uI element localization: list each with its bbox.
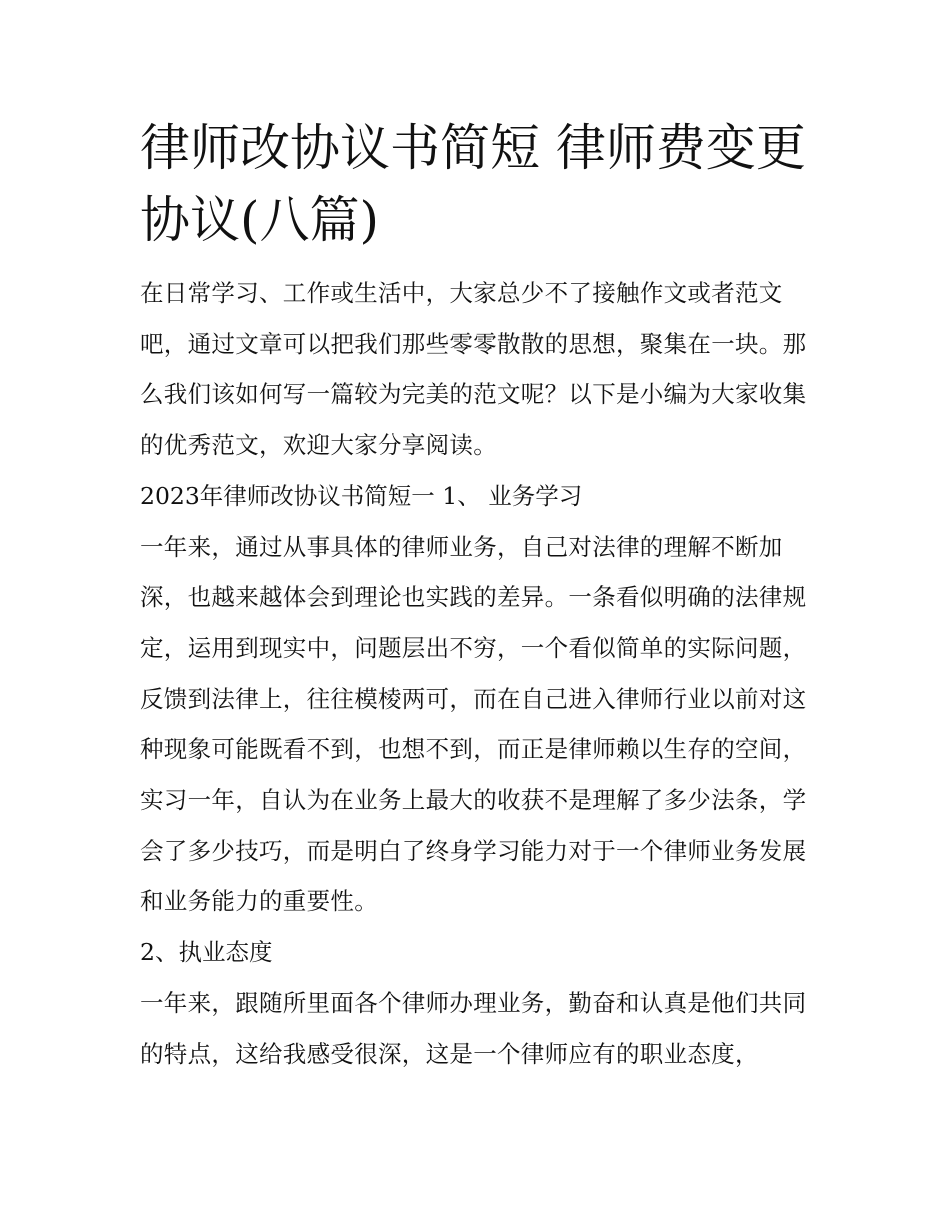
document-content: [140, 112, 820, 1079]
section-2-heading: 2、执业态度: [140, 938, 273, 967]
section-1-heading: 2023年律师改协议书简短一 1、 业务学习: [140, 481, 583, 510]
document-title: 律师改协议书简短 律师费变更协议(八篇): [140, 119, 806, 249]
section-1-body: 一年来，通过从事具体的律师业务，自己对法律的理解不断加深，也越来越体会到理论也实践的差异。一条看似明确的法律规定，运用到现实中，问题层出不穷，一个看似简单的实际问题，反馈到法律上，往往模棱两可，而在自己进入律师行业以前对这种现象可能既看不到，也想不到，而正是律师赖以生存的空间，实习一年，自认为在业务上最大的收获不是理解了多少法条，学会了多少技巧，而是明白了终身学习能力对于一个律师业务发展和业务能力的重要性。: [140, 532, 807, 916]
intro-paragraph: 在日常学习、工作或生活中，大家总少不了接触作文或者范文吧，通过文章可以把我们那些零零散散的思想，聚集在一块。那么我们该如何写一篇较为完美的范文呢？以下是小编为大家收集的优秀范文，欢迎大家分享阅读。: [140, 279, 807, 460]
section-2-body: 一年来，跟随所里面各个律师办理业务，勤奋和认真是他们共同的特点，这给我感受很深，这是一个律师应有的职业态度，: [140, 988, 807, 1068]
